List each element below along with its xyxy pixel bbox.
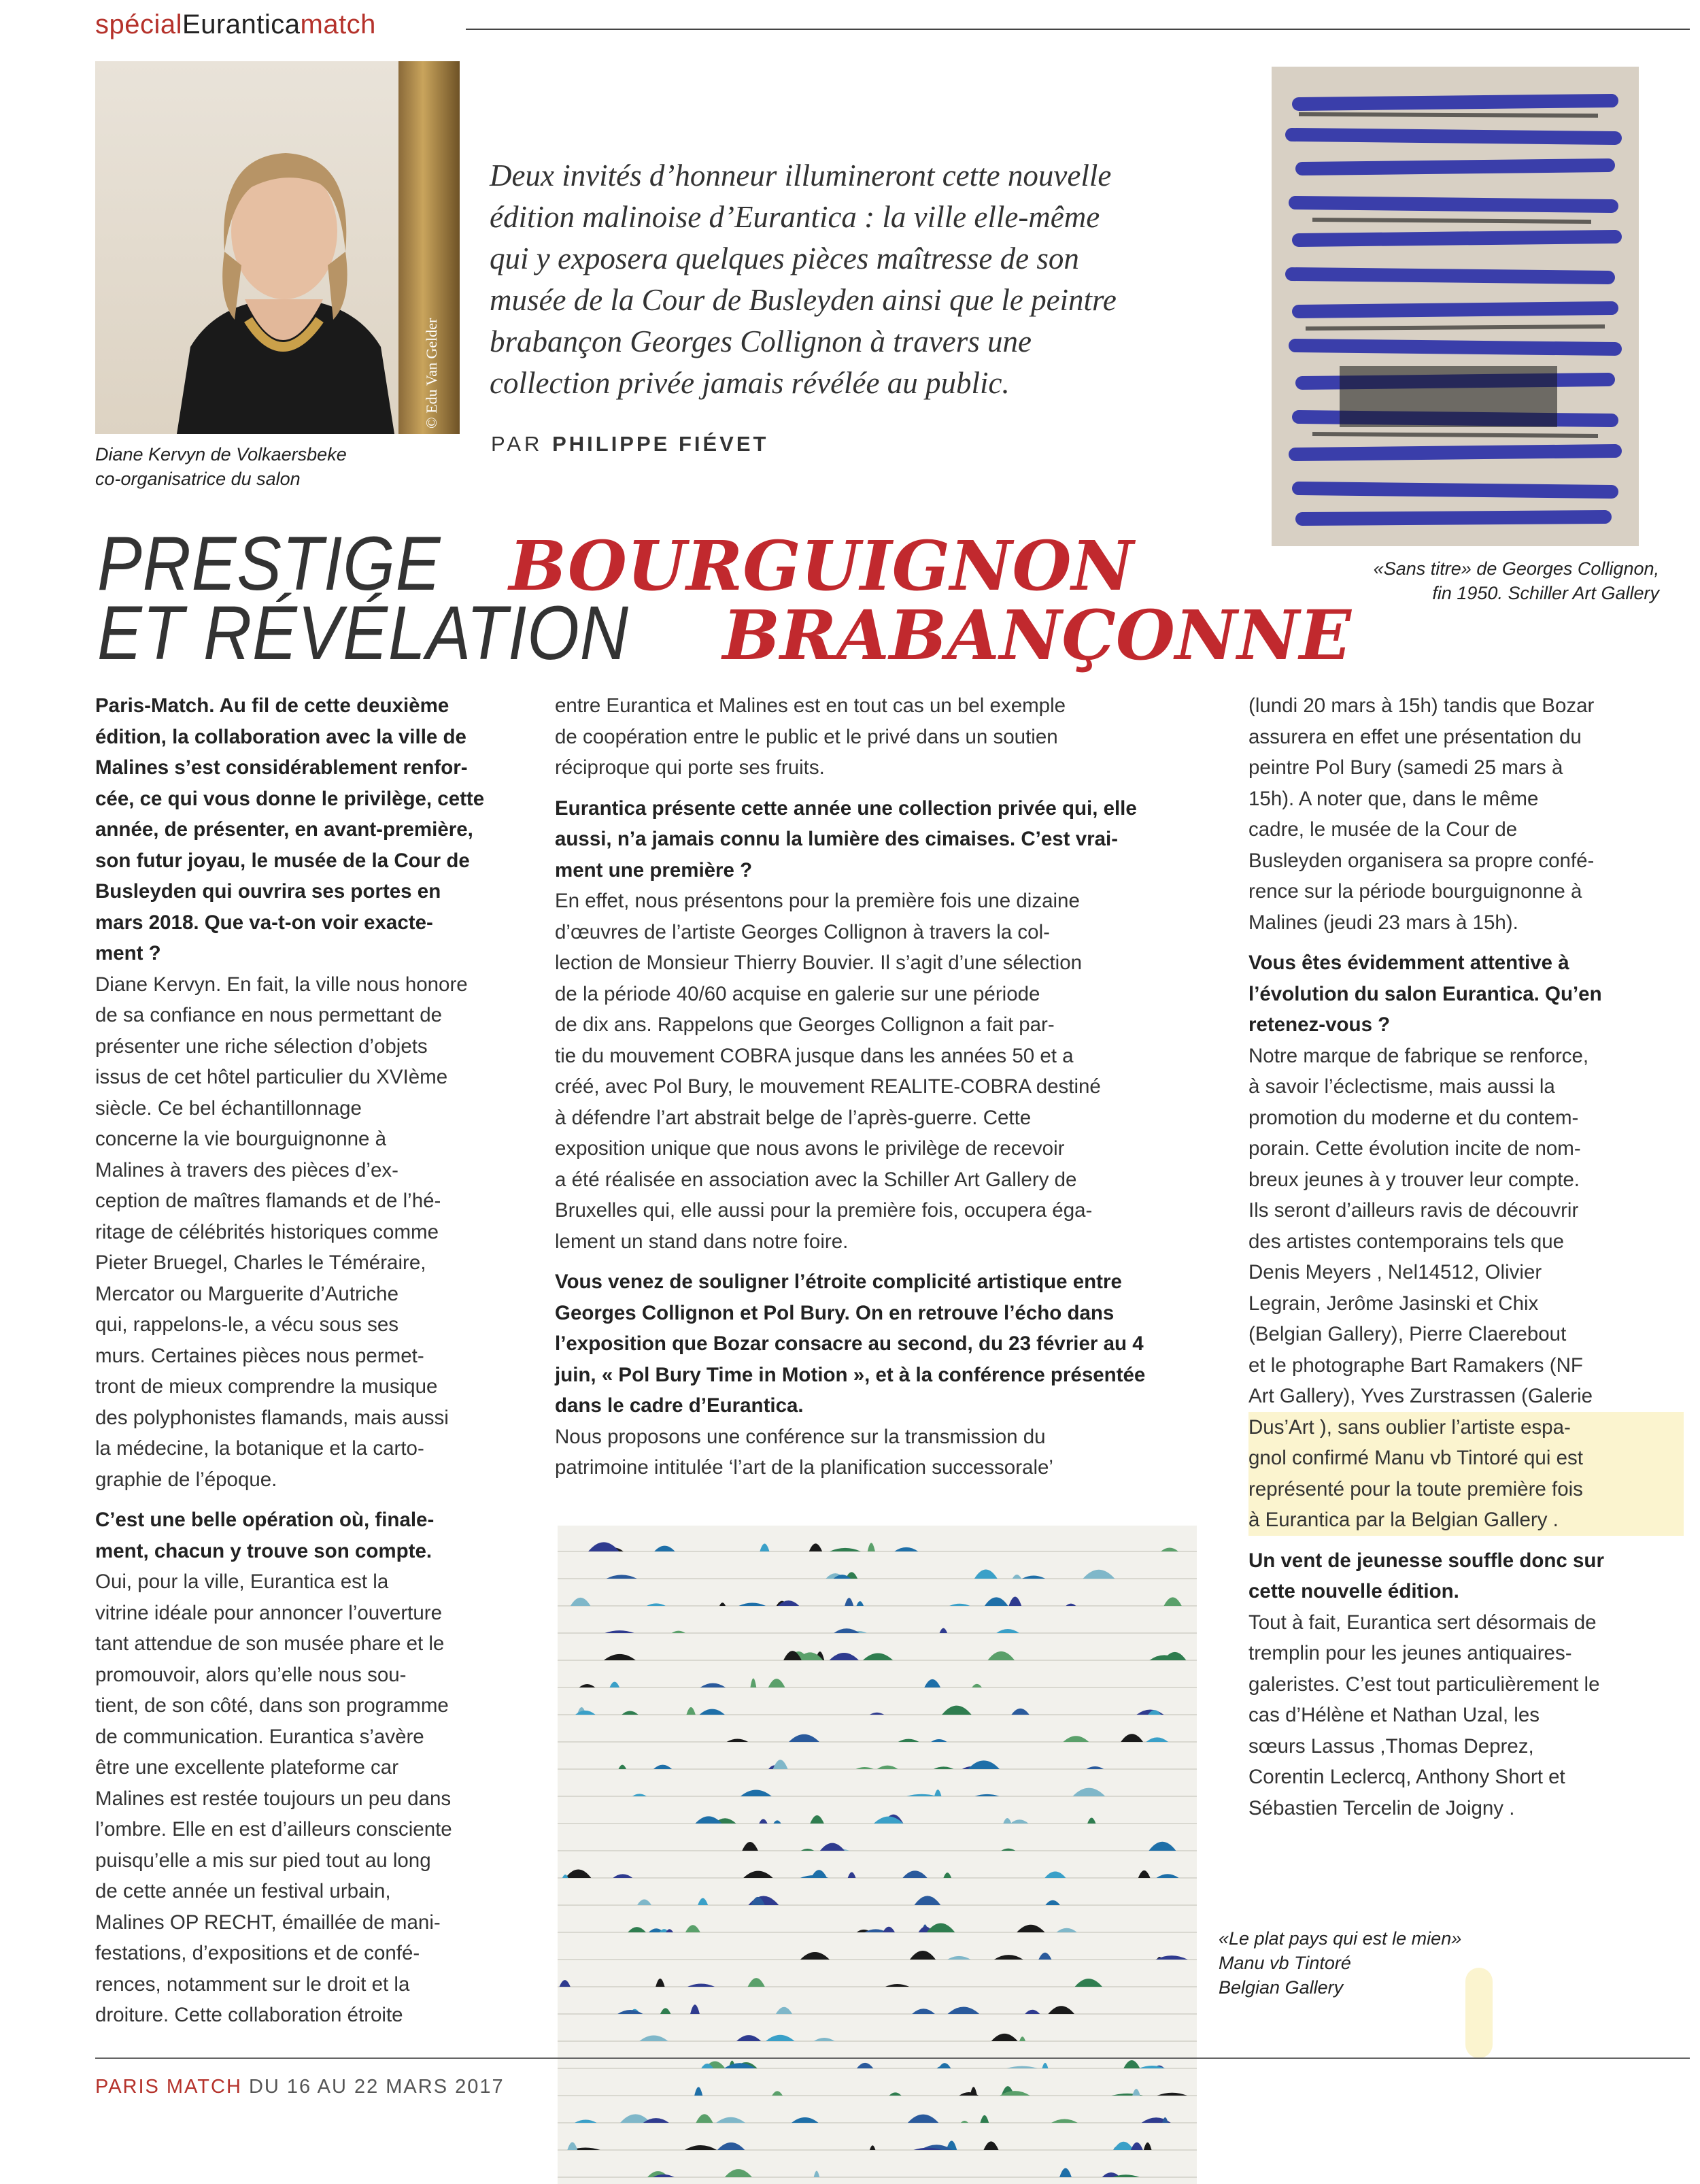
question-line: aussi, n’a jamais connu la lumière des cimaises. C’est vrai- bbox=[555, 828, 1119, 850]
portrait-caption-name: Diane Kervyn de Volkaersbeke bbox=[95, 444, 347, 465]
paragraph-gap bbox=[95, 1495, 527, 1505]
question-line: son futur joyau, le musée de la Cour de bbox=[95, 849, 470, 872]
question-line: Vous venez de souligner l’étroite complicité artistique entre bbox=[555, 1271, 1122, 1293]
answer-line: Malines OP RECHT, émaillée de mani- bbox=[95, 1911, 441, 1934]
answer-line: tremplin pour les jeunes antiquaires- bbox=[1248, 1642, 1572, 1664]
paragraph-gap bbox=[1248, 1536, 1684, 1545]
footer-rule bbox=[95, 2057, 1690, 2059]
answer-line: promouvoir, alors qu’elle nous sou- bbox=[95, 1663, 407, 1686]
paragraph-gap bbox=[555, 784, 1208, 793]
headline-line2 bbox=[97, 590, 1352, 675]
intro-line: édition malinoise d’Eurantica : la ville elle-même bbox=[490, 200, 1100, 234]
answer-line: de la période 40/60 acquise en galerie sur une période bbox=[555, 982, 1040, 1005]
painting-bottom-caption bbox=[1219, 1926, 1461, 2000]
headline-brabanconne: BRABANÇONNE bbox=[722, 595, 1352, 675]
question-line: mars 2018. Que va-t-on voir exacte- bbox=[95, 911, 433, 934]
intro-line: collection privée jamais révélée au public. bbox=[490, 366, 1010, 400]
question-line: Malines s’est considérablement renfor- bbox=[95, 756, 468, 779]
question-line: ment, chacun y trouve son compte. bbox=[95, 1539, 432, 1562]
answer-line: Ils seront d’ailleurs ravis de découvrir bbox=[1248, 1199, 1579, 1222]
portrait-caption bbox=[95, 442, 347, 491]
answer-line: issus de cet hôtel particulier du XVIème bbox=[95, 1066, 448, 1088]
painting-plat-pays bbox=[558, 1526, 1197, 2184]
headline-revelation: ET RÉVÉLATION bbox=[97, 590, 629, 675]
answer-line: Legrain, Jerôme Jasinski et Chix bbox=[1248, 1292, 1539, 1315]
answer-line: Denis Meyers , Nel14512, Olivier bbox=[1248, 1261, 1542, 1283]
highlight-mark bbox=[1465, 1968, 1493, 2058]
answer-line: de communication. Eurantica s’avère bbox=[95, 1725, 424, 1748]
column-2 bbox=[555, 690, 1208, 1483]
question-line: cée, ce qui vous donne le privilège, cette bbox=[95, 787, 485, 810]
question-line: juin, « Pol Bury Time in Motion », et à la conférence présentée bbox=[555, 1363, 1146, 1386]
answer-line: lection de Monsieur Thierry Bouvier. Il s’agit d’une sélection bbox=[555, 952, 1083, 974]
headline-prestige: PRESTIGE bbox=[97, 521, 441, 606]
column-1 bbox=[95, 690, 527, 2031]
question-line: Busleyden qui ouvrira ses portes en bbox=[95, 880, 441, 903]
answer-line: Pieter Bruegel, Charles le Téméraire, bbox=[95, 1251, 426, 1274]
answer-line: lement un stand dans notre foire. bbox=[555, 1230, 849, 1253]
answer-line: à savoir l’éclectisme, mais aussi la bbox=[1248, 1075, 1555, 1098]
question-line: Un vent de jeunesse souffle donc sur bbox=[1248, 1549, 1604, 1572]
answer-line: tant attendue de son musée phare et le bbox=[95, 1632, 445, 1655]
answer-line: ritage de célébrités historiques comme bbox=[95, 1220, 439, 1243]
answer-line: siècle. Ce bel échantillonnage bbox=[95, 1096, 362, 1120]
question-line: année, de présenter, en avant-première, bbox=[95, 818, 473, 841]
question-line: C’est une belle opération où, finale- bbox=[95, 1509, 435, 1531]
intro-line: brabançon Georges Collignon à travers une bbox=[490, 324, 1032, 358]
answer-line: et le photographe Bart Ramakers (NF bbox=[1248, 1354, 1583, 1377]
answer-line: Malines (jeudi 23 mars à 15h). bbox=[1248, 911, 1518, 934]
answer-line: tront de mieux comprendre la musique bbox=[95, 1375, 438, 1398]
intro-line: musée de la Cour de Busleyden ainsi que le peintre bbox=[490, 283, 1117, 317]
question-line: l’évolution du salon Eurantica. Qu’en bbox=[1248, 982, 1602, 1005]
answer-line: de sa confiance en nous permettant de bbox=[95, 1004, 443, 1026]
painting-bottom-caption-title: «Le plat pays qui est le mien» bbox=[1219, 1928, 1462, 1949]
painting-bottom-caption-gallery: Belgian Gallery bbox=[1219, 1977, 1344, 1998]
painting-sans-titre bbox=[1272, 67, 1639, 546]
highlighted-line: gnol confirmé Manu vb Tintoré qui est bbox=[1248, 1443, 1684, 1474]
answer-line: Corentin Leclercq, Anthony Short et bbox=[1248, 1766, 1565, 1788]
answer-line: qui, rappelons-le, a vécu sous ses bbox=[95, 1313, 399, 1336]
question-line: Georges Collignon et Pol Bury. On en retrouve l’écho dans bbox=[555, 1301, 1115, 1324]
column-3 bbox=[1248, 690, 1684, 1824]
answer-line: tient, de son côté, dans son programme bbox=[95, 1694, 449, 1717]
answer-line: réciproque qui porte ses fruits. bbox=[555, 756, 825, 779]
answer-line: breux jeunes à y trouver leur compte. bbox=[1248, 1168, 1580, 1191]
answer-line: graphie de l’époque. bbox=[95, 1468, 277, 1491]
answer-line: Mercator ou Marguerite d’Autriche bbox=[95, 1282, 398, 1305]
intro-paragraph bbox=[490, 155, 1204, 404]
highlighted-line: à Eurantica par la Belgian Gallery . bbox=[1248, 1505, 1684, 1536]
painting-sans-titre-art bbox=[1272, 67, 1639, 546]
answer-line: présenter une riche sélection d’objets bbox=[95, 1035, 428, 1058]
question-line: Paris-Match. Au fil de cette deuxième bbox=[95, 694, 449, 717]
painting-bottom-caption-artist: Manu vb Tintoré bbox=[1219, 1953, 1351, 1973]
answer-line: de cette année un festival urbain, bbox=[95, 1880, 391, 1902]
question-line: Vous êtes évidemment attentive à bbox=[1248, 952, 1569, 974]
answer-line: peintre Pol Bury (samedi 25 mars à bbox=[1248, 756, 1563, 779]
answer-line: Art Gallery), Yves Zurstrassen (Galerie bbox=[1248, 1385, 1593, 1407]
answer-line: des artistes contemporains tels que bbox=[1248, 1230, 1565, 1253]
answer-line: 15h). A noter que, dans le même bbox=[1248, 787, 1539, 810]
answer-line: ception de maîtres flamands et de l’hé- bbox=[95, 1190, 441, 1212]
intro-line: Deux invités d’honneur illumineront cette nouvelle bbox=[490, 158, 1112, 192]
answer-line: cas d’Hélène et Nathan Uzal, les bbox=[1248, 1704, 1540, 1726]
question-line: dans le cadre d’Eurantica. bbox=[555, 1394, 804, 1417]
question-line: ment ? bbox=[95, 942, 161, 964]
painting-top-caption-title: «Sans titre» de Georges Collignon, bbox=[1373, 558, 1659, 579]
answer-line: puisqu’elle a mis sur pied tout au long bbox=[95, 1849, 431, 1872]
answer-line: concerne la vie bourguignonne à bbox=[95, 1128, 387, 1150]
answer-line: (lundi 20 mars à 15h) tandis que Bozar bbox=[1248, 694, 1595, 717]
portrait-photo bbox=[95, 61, 460, 434]
answer-line: murs. Certaines pièces nous permet- bbox=[95, 1344, 424, 1367]
photo-credit: © Edu Van Gelder bbox=[423, 318, 440, 429]
answer-line: Sébastien Tercelin de Joigny . bbox=[1248, 1796, 1515, 1819]
painting-top-caption-source: fin 1950. Schiller Art Gallery bbox=[1432, 583, 1659, 603]
answer-line: la médecine, la botanique et la carto- bbox=[95, 1437, 424, 1460]
question-line: cette nouvelle édition. bbox=[1248, 1580, 1459, 1602]
question-line: ment une première ? bbox=[555, 858, 753, 881]
answer-line: être une excellente plateforme car bbox=[95, 1756, 399, 1779]
answer-line: porain. Cette évolution incite de nom- bbox=[1248, 1137, 1581, 1160]
question-line: Eurantica présente cette année une collection privée qui, elle bbox=[555, 796, 1137, 820]
answer-line: galeristes. C’est tout particulièrement le bbox=[1248, 1673, 1600, 1696]
header-eurantica: Eurantica bbox=[182, 10, 301, 39]
answer-line: rences, notamment sur le droit et la bbox=[95, 1972, 410, 1996]
answer-line: tie du mouvement COBRA jusque dans les années 50 et a bbox=[555, 1044, 1074, 1067]
answer-line: exposition unique que nous avons le privilège de recevoir bbox=[555, 1137, 1065, 1160]
intro-line: qui y exposera quelques pièces maîtresse de son bbox=[490, 241, 1079, 275]
answer-line: cadre, le musée de la Cour de bbox=[1248, 818, 1518, 841]
section-header bbox=[95, 10, 376, 40]
byline bbox=[491, 432, 768, 456]
answer-line: de dix ans. Rappelons que Georges Collignon a fait par- bbox=[555, 1013, 1055, 1036]
answer-line: a été réalisée en association avec la Schiller Art Gallery de bbox=[555, 1168, 1077, 1191]
header-rule bbox=[466, 29, 1690, 30]
footer-date: DU 16 AU 22 MARS 2017 bbox=[241, 2076, 505, 2098]
footer-brand: PARIS MATCH bbox=[95, 2076, 242, 2098]
headline-bourguignon: BOURGUIGNON bbox=[509, 526, 1134, 606]
answer-line: à défendre l’art abstrait belge de l’après-guerre. Cette bbox=[555, 1106, 1032, 1129]
question-line: retenez-vous ? bbox=[1248, 1013, 1391, 1036]
answer-line: rence sur la période bourguignonne à bbox=[1248, 880, 1582, 903]
question-line: l’exposition que Bozar consacre au second, du 23 février au 4 bbox=[555, 1332, 1144, 1355]
answer-line: Malines est restée toujours un peu dans bbox=[95, 1787, 452, 1810]
answer-line: sœurs Lassus ,Thomas Deprez, bbox=[1248, 1734, 1534, 1758]
answer-line: En effet, nous présentons pour la première fois une dizaine bbox=[555, 890, 1080, 912]
highlighted-line: représenté pour la toute première fois bbox=[1248, 1474, 1684, 1505]
footer bbox=[95, 2076, 505, 2098]
paragraph-gap bbox=[555, 1257, 1208, 1266]
answer-line: festations, d’expositions et de confé- bbox=[95, 1942, 420, 1964]
paragraph-gap bbox=[1248, 938, 1684, 947]
portrait-figure bbox=[95, 61, 460, 434]
answer-line: Oui, pour la ville, Eurantica est la bbox=[95, 1570, 389, 1593]
answer-line: (Belgian Gallery), Pierre Claerebout bbox=[1248, 1323, 1567, 1345]
painting-plat-pays-art bbox=[558, 1526, 1197, 2184]
answer-line: Notre marque de fabrique se renforce, bbox=[1248, 1044, 1589, 1067]
answer-line: Tout à fait, Eurantica sert désormais de bbox=[1248, 1611, 1597, 1634]
answer-line: Diane Kervyn. En fait, la ville nous honore bbox=[95, 973, 468, 996]
answer-line: Bruxelles qui, elle aussi pour la première fois, occupera éga- bbox=[555, 1199, 1093, 1222]
answer-line: patrimoine intitulée ‘l’art de la planification successorale’ bbox=[555, 1456, 1053, 1479]
answer-line: promotion du moderne et du contem- bbox=[1248, 1106, 1579, 1129]
highlighted-line: Dus’Art ), sans oublier l’artiste espa- bbox=[1248, 1412, 1684, 1443]
answer-line: de coopération entre le public et le privé dans un soutien bbox=[555, 725, 1058, 748]
answer-line: l’ombre. Elle en est d’ailleurs consciente bbox=[95, 1818, 452, 1841]
header-match: match bbox=[300, 10, 376, 39]
answer-line: Malines à travers des pièces d’ex- bbox=[95, 1158, 398, 1181]
answer-line: vitrine idéale pour annoncer l’ouverture bbox=[95, 1601, 442, 1624]
answer-line: assurera en effet une présentation du bbox=[1248, 725, 1582, 748]
byline-prefix: PAR bbox=[491, 432, 543, 456]
answer-line: Nous proposons une conférence sur la transmission du bbox=[555, 1425, 1046, 1448]
question-line: édition, la collaboration avec la ville de bbox=[95, 725, 466, 748]
header-special: spécial bbox=[95, 10, 183, 39]
answer-line: Busleyden organisera sa propre confé- bbox=[1248, 849, 1595, 872]
answer-line: entre Eurantica et Malines est en tout cas un bel exemple bbox=[555, 694, 1066, 717]
byline-author: PHILIPPE FIÉVET bbox=[552, 432, 769, 456]
answer-line: droiture. Cette collaboration étroite bbox=[95, 2004, 403, 2026]
portrait-caption-role: co-organisatrice du salon bbox=[95, 469, 301, 489]
answer-line: d’œuvres de l’artiste Georges Collignon à travers la col- bbox=[555, 920, 1050, 943]
answer-line: créé, avec Pol Bury, le mouvement REALITE-COBRA destiné bbox=[555, 1075, 1101, 1098]
answer-line: des polyphonistes flamands, mais aussi bbox=[95, 1406, 449, 1429]
